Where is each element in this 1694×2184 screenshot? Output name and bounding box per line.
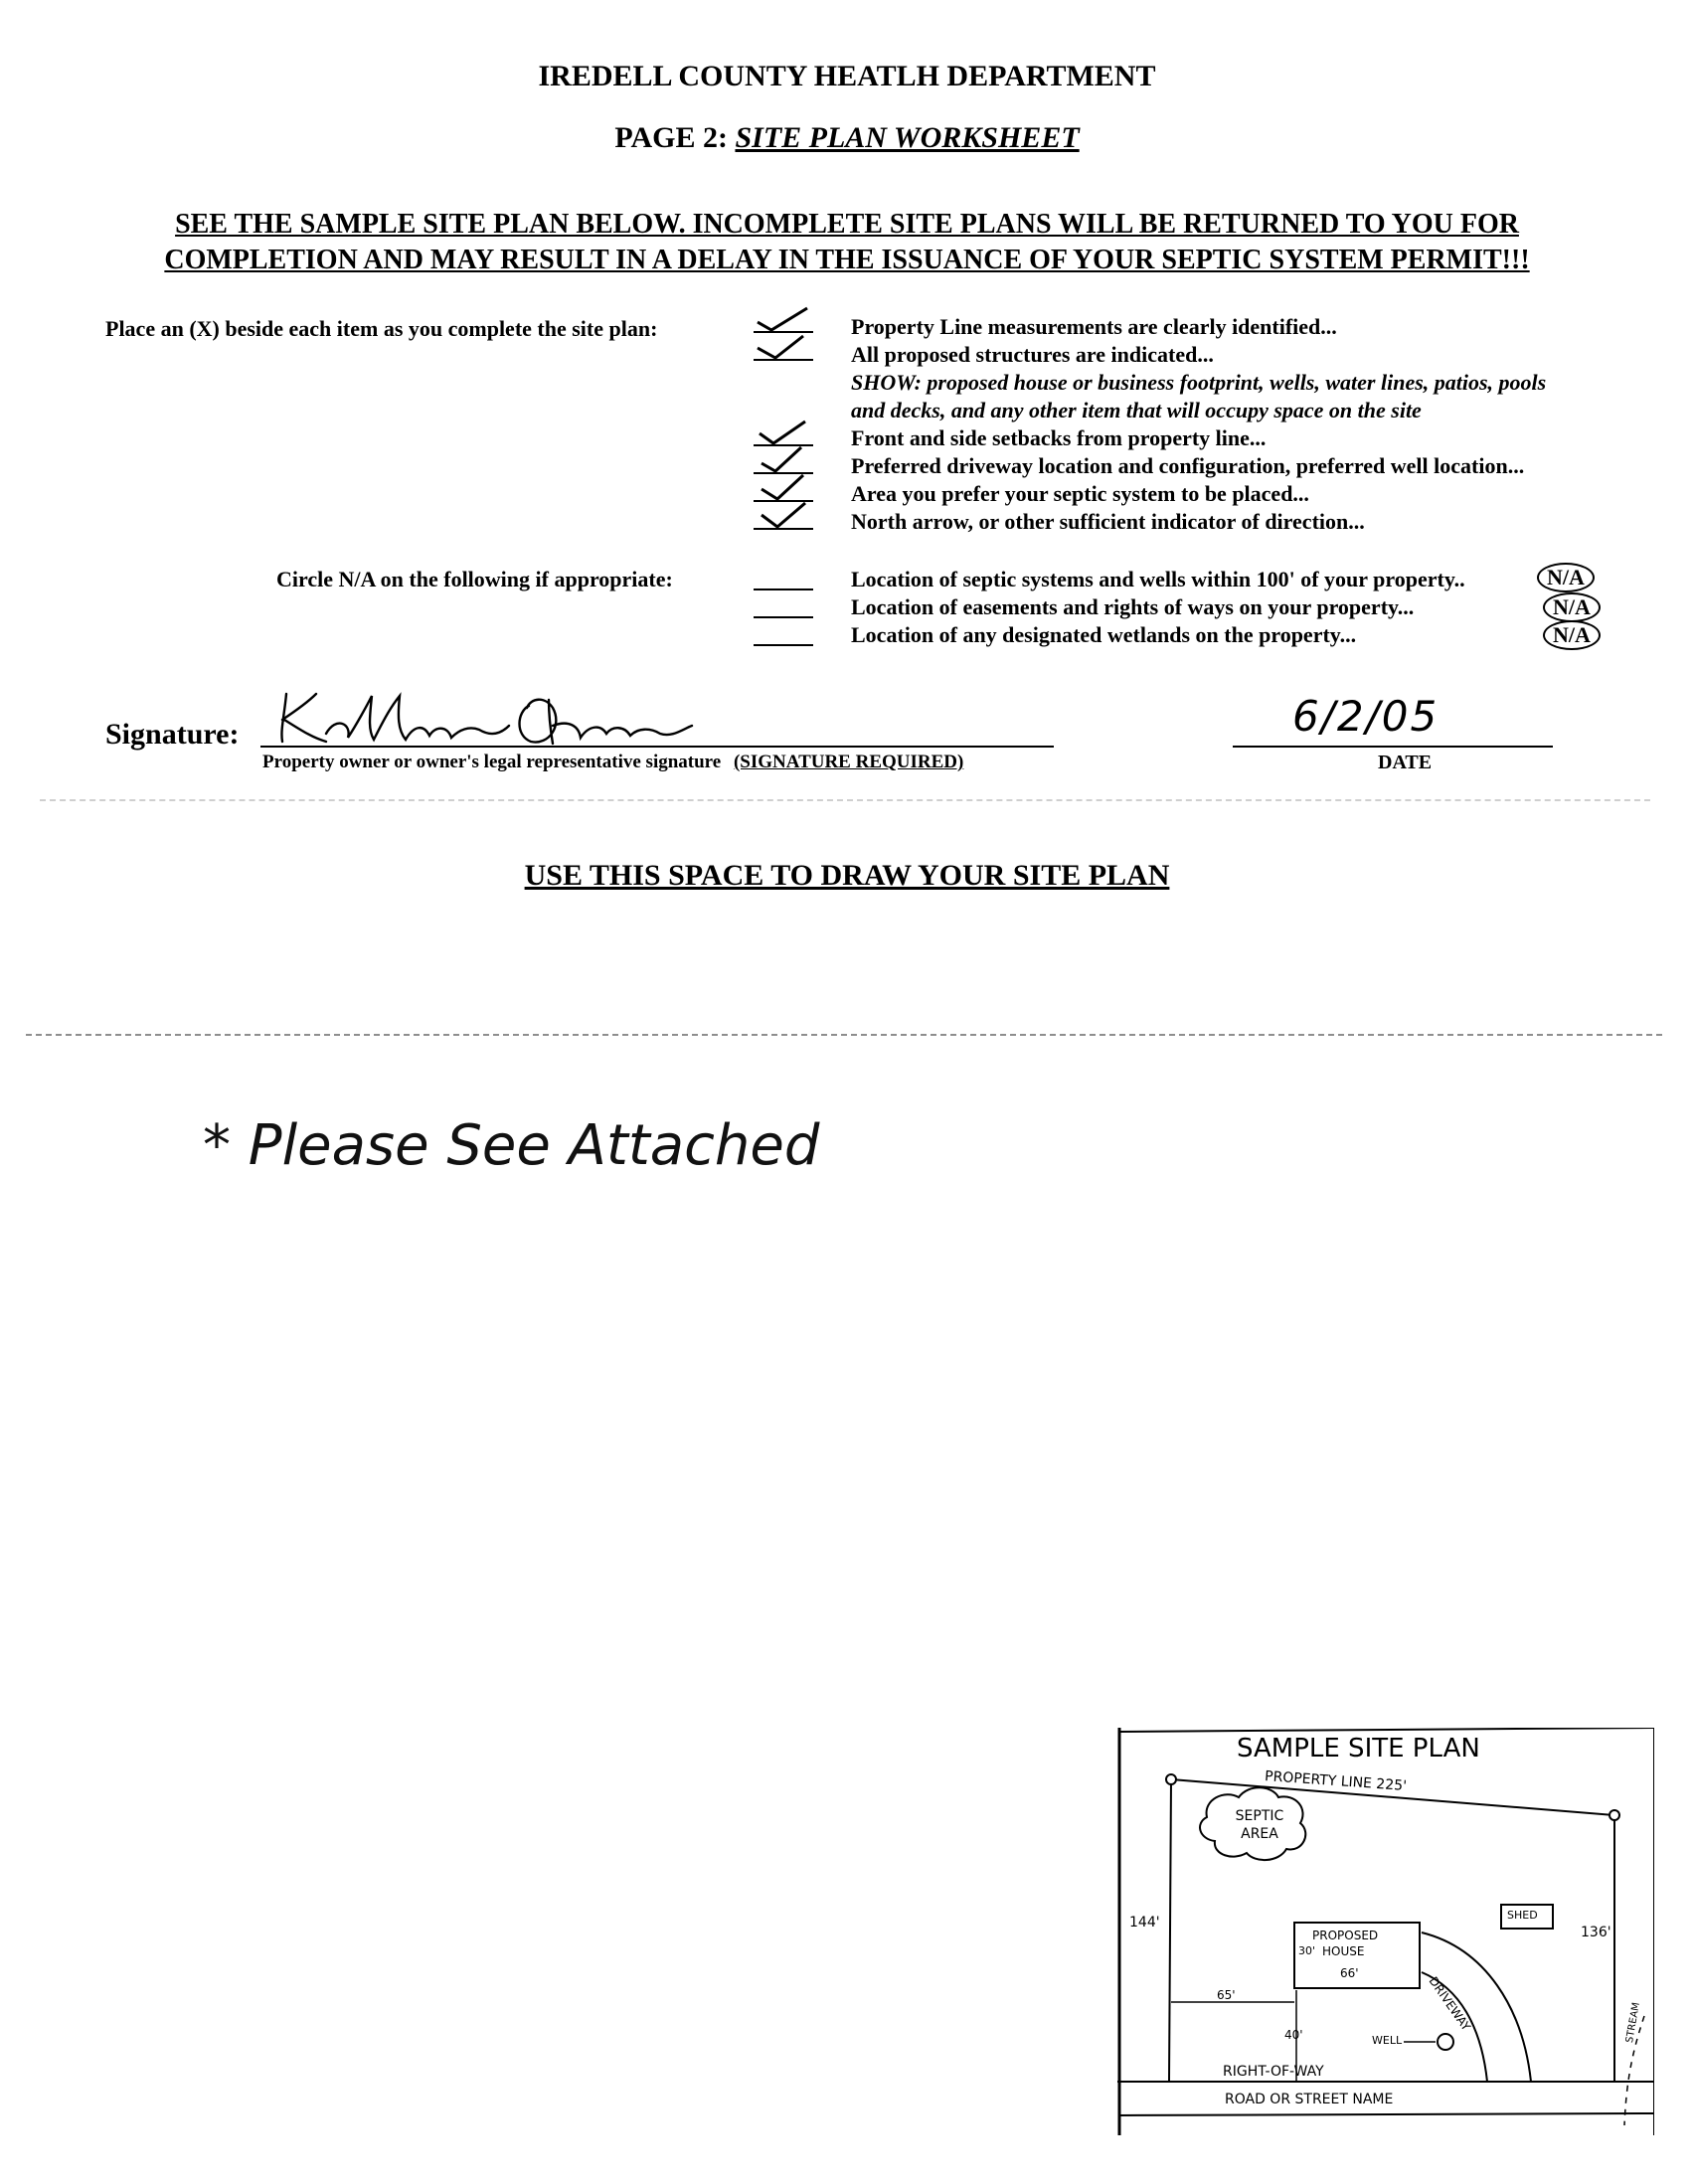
checkmark-icon xyxy=(754,332,813,362)
sample-septic: SEPTIC AREA xyxy=(1235,1808,1284,1842)
sample-stream: STREAM xyxy=(1624,2001,1642,2044)
signature-caption-row xyxy=(262,752,963,773)
checklist-item-1: Property Line measurements are clearly identified... xyxy=(851,314,1337,339)
na-blank-3[interactable] xyxy=(754,644,813,646)
checkmark-icon xyxy=(754,304,813,334)
date-value: 6/2/05 xyxy=(1292,692,1440,741)
checklist-item-6: North arrow, or other sufficient indicator of direction... xyxy=(851,509,1365,534)
show-note-line-1: SHOW: proposed house or business footprint, wells, water lines, patios, pools xyxy=(851,370,1547,395)
scan-divider xyxy=(26,1034,1662,1036)
checkmark-icon xyxy=(754,473,813,503)
date-label: DATE xyxy=(1378,752,1433,773)
na-circle-2[interactable]: N/A xyxy=(1543,592,1601,622)
handwritten-signature xyxy=(264,686,702,746)
sample-setback-front: 40' xyxy=(1284,2028,1303,2042)
draw-space-title: USE THIS SPACE TO DRAW YOUR SITE PLAN xyxy=(524,859,1170,892)
scan-divider-top xyxy=(40,799,1650,801)
na-item-2: Location of easements and rights of ways on your property... xyxy=(851,594,1415,619)
checkbox-2[interactable] xyxy=(754,332,813,367)
na-blank-1[interactable] xyxy=(754,588,813,590)
sample-property-line: PROPERTY LINE 225' xyxy=(1264,1768,1408,1794)
sample-shed: SHED xyxy=(1507,1909,1538,1922)
signature-required: (SIGNATURE REQUIRED) xyxy=(733,752,964,772)
sample-setback-side: 65' xyxy=(1217,1988,1236,2002)
signature-label: Signature: xyxy=(105,718,240,751)
sample-left-side: 144' xyxy=(1129,1915,1160,1931)
checklist-item-2: All proposed structures are indicated... xyxy=(851,342,1214,367)
page-heading xyxy=(0,121,1694,155)
show-note-line-2: and decks, and any other item that will occupy space on the site xyxy=(851,398,1422,422)
checkmark-icon xyxy=(754,445,813,475)
na-circle-1[interactable]: N/A xyxy=(1537,563,1595,592)
checklist-instruction: Place an (X) beside each item as you complete the site plan: xyxy=(105,316,658,341)
department-title: IREDELL COUNTY HEATLH DEPARTMENT xyxy=(538,60,1156,92)
sample-right-of-way: RIGHT-OF-WAY xyxy=(1223,2064,1324,2080)
na-item-3: Location of any designated wetlands on the property... xyxy=(851,622,1357,647)
checklist-item-5: Area you prefer your septic system to be placed... xyxy=(851,481,1309,506)
page-prefix: PAGE 2: xyxy=(614,121,728,154)
checkbox-6[interactable] xyxy=(754,501,813,536)
sample-plan-title: SAMPLE SITE PLAN xyxy=(1237,1734,1480,1764)
sample-site-plan xyxy=(1117,1728,1654,2135)
sample-house-width: 66' xyxy=(1340,1966,1359,1980)
sample-driveway: DRIVEWAY xyxy=(1426,1974,1473,2034)
checkmark-icon xyxy=(754,418,813,447)
warning-line-2: COMPLETION AND MAY RESULT IN A DELAY IN THE ISSUANCE OF YOUR SEPTIC SYSTEM PERMIT!!! xyxy=(164,245,1530,275)
na-instruction: Circle N/A on the following if appropriate: xyxy=(276,567,673,591)
checklist-item-4: Preferred driveway location and configuration, preferred well location... xyxy=(851,453,1525,478)
sample-well: WELL xyxy=(1372,2034,1403,2047)
handwritten-note: * Please See Attached xyxy=(203,1113,820,1178)
sample-house-1: PROPOSED xyxy=(1312,1929,1379,1942)
date-field[interactable] xyxy=(1233,688,1553,748)
na-blank-2[interactable] xyxy=(754,616,813,618)
page-title: SITE PLAN WORKSHEET xyxy=(735,121,1080,154)
signature-field[interactable] xyxy=(260,686,1054,748)
signature-caption: Property owner or owner's legal representative signature xyxy=(262,752,722,772)
sample-right-side: 136' xyxy=(1581,1925,1611,1940)
na-circle-3[interactable]: N/A xyxy=(1543,620,1601,650)
na-item-1: Location of septic systems and wells within 100' of your property.. xyxy=(851,567,1465,591)
sample-house-2: HOUSE xyxy=(1322,1944,1365,1958)
sample-house-depth: 30' xyxy=(1298,1944,1316,1957)
sample-road: ROAD OR STREET NAME xyxy=(1225,2092,1394,2107)
checkmark-icon xyxy=(754,501,813,531)
warning-line-1: SEE THE SAMPLE SITE PLAN BELOW. INCOMPLETE SITE PLANS WILL BE RETURNED TO YOU FOR xyxy=(175,209,1519,240)
checklist-item-3: Front and side setbacks from property line... xyxy=(851,425,1267,450)
